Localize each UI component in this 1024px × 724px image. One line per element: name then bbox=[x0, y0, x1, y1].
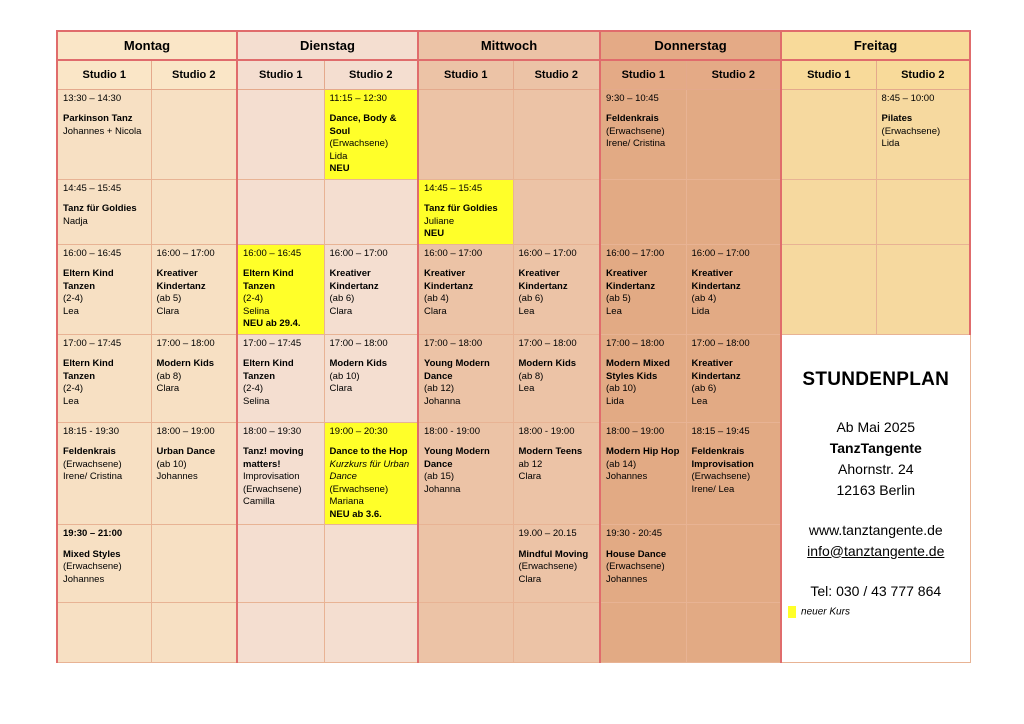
course-age-group: (ab 6) bbox=[518, 293, 544, 304]
course-age-group: (Erwachsene) bbox=[606, 125, 665, 137]
course-time: 16:00 – 17:00 bbox=[329, 247, 388, 259]
course-cell bbox=[686, 244, 781, 334]
course-time: 11:15 – 12:30 bbox=[329, 92, 387, 104]
course-time: 17:00 – 17:45 bbox=[63, 337, 122, 349]
street-address: Ahornstr. 24 bbox=[838, 460, 914, 477]
course-time: 19:00 – 20:30 bbox=[329, 425, 388, 437]
course-cell bbox=[600, 244, 686, 334]
course-age-group: (Erwachsene) bbox=[691, 471, 751, 482]
course-title: Kreativer Kindertanz bbox=[606, 268, 656, 292]
legend bbox=[782, 606, 970, 618]
course-block bbox=[514, 245, 600, 322]
course-time: 18:00 - 19:00 bbox=[424, 425, 480, 437]
course-title: Tanz für Goldies bbox=[424, 203, 498, 214]
course-block bbox=[58, 245, 151, 322]
course-block bbox=[877, 90, 970, 154]
course-cell bbox=[600, 422, 686, 525]
course-cell bbox=[418, 179, 513, 244]
course-teacher: Johannes + Nicola bbox=[63, 125, 142, 137]
contact-block bbox=[782, 520, 970, 562]
course-age-group: (ab 8) bbox=[156, 370, 182, 382]
course-time: 17:00 – 18:00 bbox=[156, 337, 215, 349]
studio-header: Studio 2 bbox=[513, 60, 600, 89]
course-title: Modern Hip Hop bbox=[606, 446, 680, 457]
course-cell bbox=[600, 89, 686, 179]
course-time: 18:00 - 19:00 bbox=[518, 425, 575, 437]
course-block bbox=[58, 335, 151, 412]
course-cell bbox=[324, 334, 418, 422]
course-cell bbox=[151, 334, 237, 422]
course-time: 18:15 - 19:30 bbox=[63, 425, 119, 437]
course-age-group: (ab 8) bbox=[518, 370, 544, 382]
course-cell bbox=[57, 334, 151, 422]
course-title: Eltern Kind Tanzen bbox=[243, 358, 294, 382]
day-header-row bbox=[57, 31, 970, 60]
empty-cell bbox=[151, 89, 237, 179]
course-cell bbox=[237, 334, 324, 422]
phone-number: Tel: 030 / 43 777 864 bbox=[810, 582, 942, 599]
course-title: Kreativer Kindertanz bbox=[518, 268, 568, 292]
course-block bbox=[58, 423, 151, 487]
course-age-group: (Erwachsene) bbox=[63, 561, 122, 572]
course-block bbox=[325, 335, 418, 399]
course-teacher: Johanna bbox=[424, 395, 461, 407]
course-time: 16:00 – 17:00 bbox=[518, 247, 577, 259]
course-teacher: Juliane bbox=[424, 215, 455, 227]
empty-cell bbox=[686, 603, 781, 663]
course-block bbox=[419, 423, 513, 500]
course-title: Modern Teens bbox=[518, 446, 583, 457]
day-header-montag: Montag bbox=[57, 31, 237, 60]
studio-header: Studio 2 bbox=[324, 60, 418, 89]
course-teacher: Lea bbox=[518, 383, 535, 394]
course-time: 16:00 – 17:00 bbox=[156, 247, 215, 259]
course-block bbox=[687, 245, 781, 322]
studio-header-row bbox=[57, 60, 970, 89]
empty-cell bbox=[781, 179, 876, 244]
city: 12163 Berlin bbox=[836, 481, 916, 498]
course-block bbox=[152, 423, 237, 487]
course-title: Modern Kids bbox=[156, 358, 215, 369]
course-block bbox=[687, 335, 781, 412]
course-age-group: (Erwachsene) bbox=[329, 138, 389, 149]
course-time: 8:45 – 10:00 bbox=[881, 92, 935, 104]
course-block bbox=[601, 245, 686, 322]
course-teacher: Selina bbox=[243, 305, 270, 317]
studio-header: Studio 1 bbox=[781, 60, 876, 89]
empty-cell bbox=[324, 525, 418, 603]
course-cell bbox=[418, 244, 513, 334]
course-teacher: Johanna bbox=[424, 483, 461, 495]
course-time: 13:30 – 14:30 bbox=[63, 92, 122, 104]
new-course-badge: NEU bbox=[329, 163, 350, 174]
course-teacher: Clara bbox=[156, 383, 180, 394]
course-block bbox=[419, 335, 513, 412]
course-teacher: Clara bbox=[329, 383, 353, 394]
course-cell bbox=[513, 525, 600, 603]
schedule-title: STUNDENPLAN bbox=[802, 368, 950, 390]
new-course-badge: NEU ab 3.6. bbox=[329, 508, 382, 520]
empty-cell bbox=[513, 89, 600, 179]
course-time: 16:00 – 16:45 bbox=[63, 247, 122, 259]
course-block bbox=[325, 245, 418, 322]
course-block bbox=[58, 525, 151, 589]
email-link[interactable]: info@tanztangente.de bbox=[807, 542, 945, 559]
course-cell bbox=[600, 334, 686, 422]
studio-header: Studio 1 bbox=[57, 60, 151, 89]
course-block bbox=[514, 423, 600, 487]
studio-header: Studio 1 bbox=[418, 60, 513, 89]
course-cell bbox=[513, 422, 600, 525]
course-time: 14:45 – 15:45 bbox=[424, 182, 483, 194]
course-block bbox=[238, 335, 324, 412]
empty-cell bbox=[781, 244, 876, 334]
course-age-group: (Erwachsene) bbox=[329, 483, 389, 495]
course-title: Urban Dance bbox=[156, 446, 216, 457]
course-age-group: (ab 10) bbox=[156, 458, 187, 470]
course-age-group: (ab 5) bbox=[606, 293, 631, 304]
empty-cell bbox=[237, 525, 324, 603]
day-header-donnerstag: Donnerstag bbox=[600, 31, 781, 60]
course-time: 14:45 – 15:45 bbox=[63, 182, 122, 194]
course-teacher: Clara bbox=[518, 573, 542, 585]
course-time: 17:00 – 18:00 bbox=[606, 337, 665, 349]
course-cell bbox=[57, 244, 151, 334]
empty-cell bbox=[237, 603, 324, 663]
address-block bbox=[782, 417, 970, 501]
legend-label: neuer Kurs bbox=[801, 606, 850, 618]
course-title: Tanz für Goldies bbox=[63, 203, 137, 214]
empty-cell bbox=[237, 179, 324, 244]
empty-cell bbox=[513, 603, 600, 663]
course-block bbox=[601, 423, 686, 487]
empty-cell bbox=[418, 89, 513, 179]
course-title: Mixed Styles bbox=[63, 548, 121, 560]
course-age-group: (ab 6) bbox=[329, 293, 355, 304]
course-cell bbox=[57, 89, 151, 179]
course-block bbox=[152, 335, 237, 399]
course-age-group: (Erwachsene) bbox=[606, 561, 665, 572]
empty-cell bbox=[686, 525, 781, 603]
empty-cell bbox=[686, 179, 781, 244]
course-cell bbox=[151, 422, 237, 525]
studio-name: TanzTangente bbox=[829, 439, 922, 456]
empty-cell bbox=[781, 89, 876, 179]
empty-cell bbox=[151, 525, 237, 603]
course-cell bbox=[876, 89, 970, 179]
course-time: 17:00 – 18:00 bbox=[329, 337, 388, 349]
course-age-group: (2-4) bbox=[243, 383, 264, 394]
course-teacher: Irene/ Cristina bbox=[606, 138, 666, 149]
course-age-group: (ab 10) bbox=[606, 383, 637, 394]
studio-header: Studio 1 bbox=[600, 60, 686, 89]
course-time: 18:15 – 19:45 bbox=[691, 425, 750, 437]
empty-cell bbox=[151, 603, 237, 663]
course-title: Modern Mixed Styles Kids bbox=[606, 358, 670, 382]
course-title: Tanz! moving matters! bbox=[243, 446, 304, 470]
empty-cell bbox=[686, 89, 781, 179]
course-title: Kreativer Kindertanz bbox=[329, 268, 379, 292]
legend-highlight-swatch bbox=[788, 606, 796, 618]
course-cell bbox=[686, 334, 781, 422]
course-cell bbox=[600, 525, 686, 603]
course-title: Dance, Body & Soul bbox=[329, 113, 397, 137]
course-teacher: Camilla bbox=[243, 496, 275, 507]
course-teacher: Lida bbox=[606, 395, 624, 407]
new-course-badge: NEU ab 29.4. bbox=[243, 318, 301, 329]
course-block bbox=[419, 245, 513, 322]
course-age-group: (ab 6) bbox=[691, 383, 717, 394]
course-title: Eltern Kind Tanzen bbox=[63, 358, 114, 382]
course-title: Feldenkrais Improvisation bbox=[691, 446, 754, 470]
course-time: 16:00 – 17:00 bbox=[606, 247, 665, 259]
course-block bbox=[325, 423, 418, 525]
schedule-table bbox=[56, 30, 971, 663]
course-time: 16:00 – 17:00 bbox=[424, 247, 483, 259]
empty-cell bbox=[876, 244, 970, 334]
course-age-group: ab 12 bbox=[518, 458, 543, 470]
course-age-group: (Erwachsene) bbox=[518, 561, 578, 572]
course-block bbox=[419, 180, 513, 244]
empty-cell bbox=[57, 603, 151, 663]
course-time: 9:30 – 10:45 bbox=[606, 92, 659, 104]
course-age-group: Improvisation (Erwachsene) bbox=[243, 471, 302, 495]
website-link[interactable]: www.tanztangente.de bbox=[808, 521, 943, 538]
course-time: 18:00 – 19:00 bbox=[156, 425, 215, 437]
course-teacher: Lida bbox=[691, 305, 710, 317]
course-block bbox=[601, 90, 686, 154]
course-title: Kreativer Kindertanz bbox=[156, 268, 206, 292]
schedule-row bbox=[57, 179, 970, 244]
empty-cell bbox=[418, 525, 513, 603]
course-time: 19:30 - 20:45 bbox=[606, 528, 663, 539]
studio-header: Studio 2 bbox=[686, 60, 781, 89]
course-cell bbox=[513, 244, 600, 334]
course-age-group: (ab 5) bbox=[156, 293, 182, 304]
course-time: 19.00 – 20.15 bbox=[518, 528, 577, 539]
course-cell bbox=[57, 422, 151, 525]
course-time: 17:00 – 18:00 bbox=[691, 337, 750, 349]
schedule-row bbox=[57, 334, 970, 422]
course-block bbox=[325, 90, 418, 179]
course-teacher: Clara bbox=[518, 471, 542, 482]
course-age-group: (ab 4) bbox=[424, 293, 449, 304]
course-teacher: Nadja bbox=[63, 215, 88, 227]
course-title: Dance to the Hop bbox=[329, 446, 408, 457]
course-teacher: Lida bbox=[329, 150, 348, 162]
course-title: House Dance bbox=[606, 548, 667, 560]
course-age-group: (2-4) bbox=[63, 293, 84, 304]
course-age-group: (ab 10) bbox=[329, 370, 360, 382]
course-title: Young Modern Dance bbox=[424, 446, 490, 470]
course-block bbox=[514, 335, 600, 399]
course-teacher: Lea bbox=[518, 305, 535, 317]
course-time: 16:00 – 16:45 bbox=[243, 247, 302, 259]
course-teacher: Johannes bbox=[606, 573, 648, 585]
course-title: Feldenkrais bbox=[63, 446, 116, 457]
course-teacher: Mariana bbox=[329, 496, 364, 507]
course-age-group: (ab 14) bbox=[606, 458, 637, 470]
start-date: Ab Mai 2025 bbox=[836, 418, 916, 435]
course-title: Feldenkrais bbox=[606, 113, 659, 124]
schedule-row bbox=[57, 244, 970, 334]
course-block bbox=[514, 525, 600, 589]
course-title: Modern Kids bbox=[518, 358, 577, 369]
course-teacher: Irene/ Lea bbox=[691, 483, 735, 495]
new-course-badge: NEU bbox=[424, 228, 445, 239]
day-header-freitag: Freitag bbox=[781, 31, 970, 60]
course-title: Kreativer Kindertanz bbox=[691, 358, 741, 382]
course-cell bbox=[324, 89, 418, 179]
course-time: 19:30 – 21:00 bbox=[63, 528, 123, 539]
course-cell bbox=[686, 422, 781, 525]
empty-cell bbox=[600, 179, 686, 244]
course-teacher: Johannes bbox=[156, 471, 198, 482]
course-title: Parkinson Tanz bbox=[63, 113, 133, 124]
course-time: 17:00 – 17:45 bbox=[243, 337, 302, 349]
empty-cell bbox=[600, 603, 686, 663]
empty-cell bbox=[513, 179, 600, 244]
course-title: Eltern Kind Tanzen bbox=[63, 268, 114, 292]
course-block bbox=[601, 525, 686, 589]
course-age-group: (ab 12) bbox=[424, 383, 455, 394]
empty-cell bbox=[324, 179, 418, 244]
course-teacher: Johannes bbox=[63, 573, 105, 585]
empty-cell bbox=[418, 603, 513, 663]
day-header-dienstag: Dienstag bbox=[237, 31, 418, 60]
course-title: Kreativer Kindertanz bbox=[691, 268, 741, 292]
empty-cell bbox=[876, 179, 970, 244]
course-age-group: (Erwachsene) bbox=[881, 125, 941, 137]
course-title: Pilates bbox=[881, 113, 913, 124]
course-teacher: Clara bbox=[156, 305, 180, 317]
course-title: Eltern Kind Tanzen bbox=[243, 268, 294, 292]
course-cell bbox=[418, 422, 513, 525]
studio-header: Studio 2 bbox=[876, 60, 970, 89]
course-time: 18:00 – 19:00 bbox=[606, 425, 665, 437]
course-title: Mindful Moving bbox=[518, 548, 589, 560]
course-block bbox=[687, 423, 781, 500]
course-age-group: (ab 15) bbox=[424, 471, 455, 482]
course-cell bbox=[237, 422, 324, 525]
course-title: Kreativer Kindertanz bbox=[424, 268, 474, 292]
course-teacher: Lea bbox=[63, 305, 79, 317]
course-age-group: (2-4) bbox=[63, 383, 84, 394]
course-teacher: Selina bbox=[243, 395, 270, 407]
empty-cell bbox=[151, 179, 237, 244]
day-header-mittwoch: Mittwoch bbox=[418, 31, 600, 60]
course-cell bbox=[151, 244, 237, 334]
course-teacher: Lea bbox=[606, 305, 622, 317]
course-time: 17:00 – 18:00 bbox=[518, 337, 577, 349]
course-time: 17:00 – 18:00 bbox=[424, 337, 483, 349]
course-time: 18:00 – 19:30 bbox=[243, 425, 302, 437]
course-cell bbox=[324, 422, 418, 525]
course-age-group: (ab 4) bbox=[691, 293, 717, 304]
course-age-group: (2-4) bbox=[243, 293, 264, 304]
course-block bbox=[152, 245, 237, 322]
course-cell bbox=[324, 244, 418, 334]
course-title: Young Modern Dance bbox=[424, 358, 490, 382]
course-cell bbox=[57, 179, 151, 244]
course-block bbox=[58, 90, 151, 142]
course-block bbox=[58, 180, 151, 232]
course-block bbox=[238, 423, 324, 512]
course-cell bbox=[513, 334, 600, 422]
course-teacher: Lea bbox=[691, 395, 708, 407]
course-title: Modern Kids bbox=[329, 358, 388, 369]
course-teacher: Clara bbox=[329, 305, 353, 317]
schedule-row bbox=[57, 89, 970, 179]
course-time: 16:00 – 17:00 bbox=[691, 247, 750, 259]
course-teacher: Johannes bbox=[606, 471, 648, 482]
studio-header: Studio 2 bbox=[151, 60, 237, 89]
schedule-body bbox=[57, 89, 970, 663]
course-teacher: Irene/ Cristina bbox=[63, 471, 123, 482]
course-cell bbox=[57, 525, 151, 603]
studio-header: Studio 1 bbox=[237, 60, 324, 89]
info-panel bbox=[781, 334, 970, 663]
course-teacher: Clara bbox=[424, 305, 447, 317]
course-teacher: Lida bbox=[881, 138, 900, 149]
course-subtitle: Kurzkurs für Urban Dance bbox=[329, 458, 410, 482]
empty-cell bbox=[324, 603, 418, 663]
course-cell bbox=[237, 244, 324, 334]
course-block bbox=[238, 245, 324, 334]
empty-cell bbox=[237, 89, 324, 179]
course-teacher: Lea bbox=[63, 395, 79, 407]
course-age-group: (Erwachsene) bbox=[63, 458, 122, 470]
course-block bbox=[601, 335, 686, 412]
course-cell bbox=[418, 334, 513, 422]
